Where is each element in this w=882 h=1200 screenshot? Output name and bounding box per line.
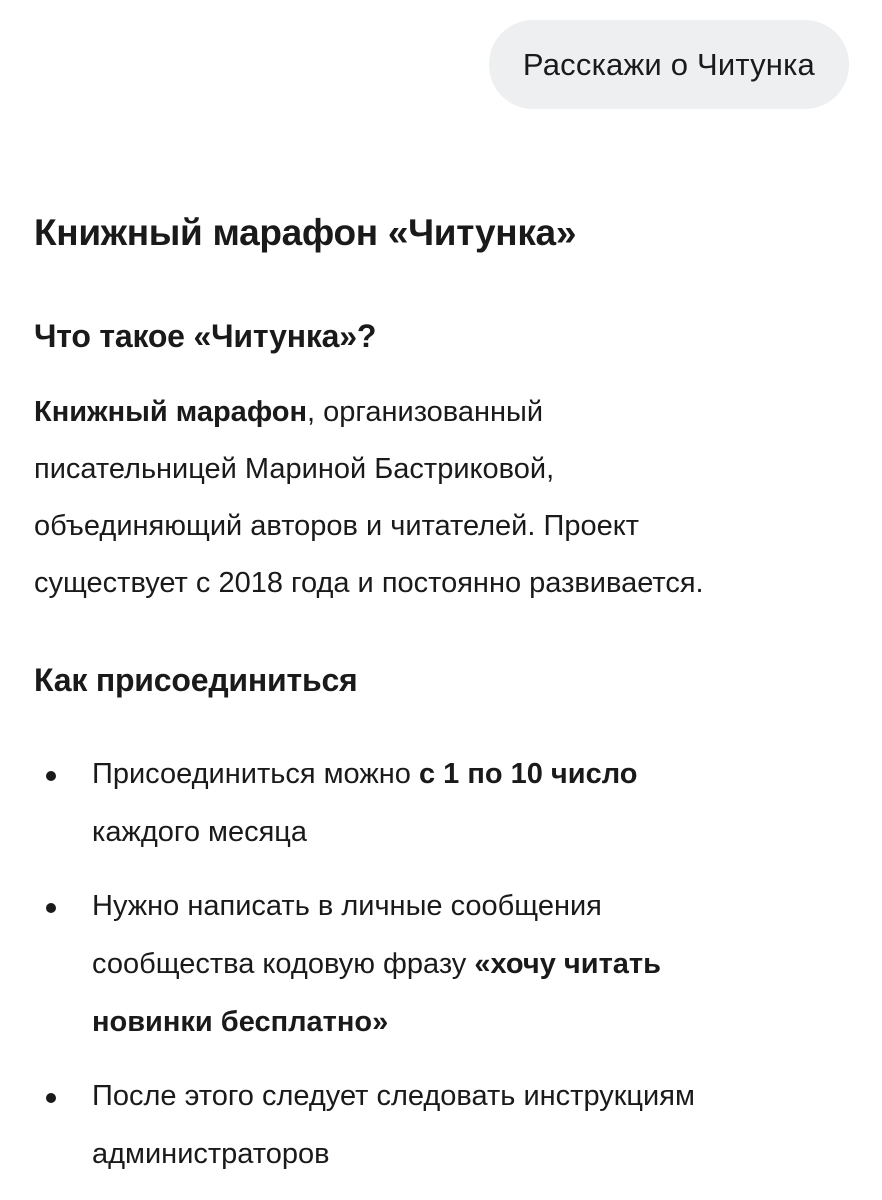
list-item-text: Присоединиться можно — [92, 758, 419, 790]
user-message-text: Расскажи о Читунка — [522, 46, 815, 82]
list-item-text: каждого месяца — [92, 816, 308, 848]
paragraph-line — [34, 498, 834, 555]
list-item-text: администраторов — [92, 1138, 330, 1170]
paragraph-text: объединяющий авторов и читателей. Проект — [34, 510, 640, 542]
paragraph-line — [34, 555, 834, 612]
list-item-text: Нужно написать в личные сообщения — [92, 890, 602, 922]
answer-title: Книжный марафон «Читунка» — [34, 212, 577, 253]
user-message-bubble — [489, 20, 849, 109]
paragraph-line — [34, 441, 834, 498]
paragraph-text: существует с 2018 года и постоянно развивается. — [34, 567, 704, 599]
section-heading-how-to-join: Как присоединиться — [34, 662, 358, 698]
paragraph-bold-term: Книжный марафон — [34, 396, 308, 428]
list-item-line — [92, 745, 852, 803]
list-item-line — [92, 803, 852, 861]
bullet-dot-icon — [46, 1093, 56, 1103]
list-item-text: сообщества кодовую фразу — [92, 948, 475, 980]
paragraph-text: писательницей Мариной Бастриковой, — [34, 453, 555, 485]
section-paragraph-what-is — [34, 384, 834, 612]
bullet-dot-icon — [46, 771, 56, 781]
list-item-line — [92, 1125, 852, 1183]
list-item-line — [92, 993, 852, 1051]
list-item-line — [92, 935, 852, 993]
list-item-line — [92, 877, 852, 935]
bullet-dot-icon — [46, 903, 56, 913]
list-item-bold-text: «хочу читать — [474, 948, 661, 980]
list-item-text: После этого следует следовать инструкциям — [92, 1080, 695, 1112]
list-item-bold-text: с 1 по 10 число — [418, 758, 638, 790]
paragraph-text: , организованный — [307, 396, 544, 428]
list-item-bold-text: новинки бесплатно» — [92, 1006, 389, 1038]
section-heading-what-is: Что такое «Читунка»? — [34, 318, 377, 354]
list-item-line — [92, 1067, 852, 1125]
paragraph-line — [34, 384, 834, 441]
